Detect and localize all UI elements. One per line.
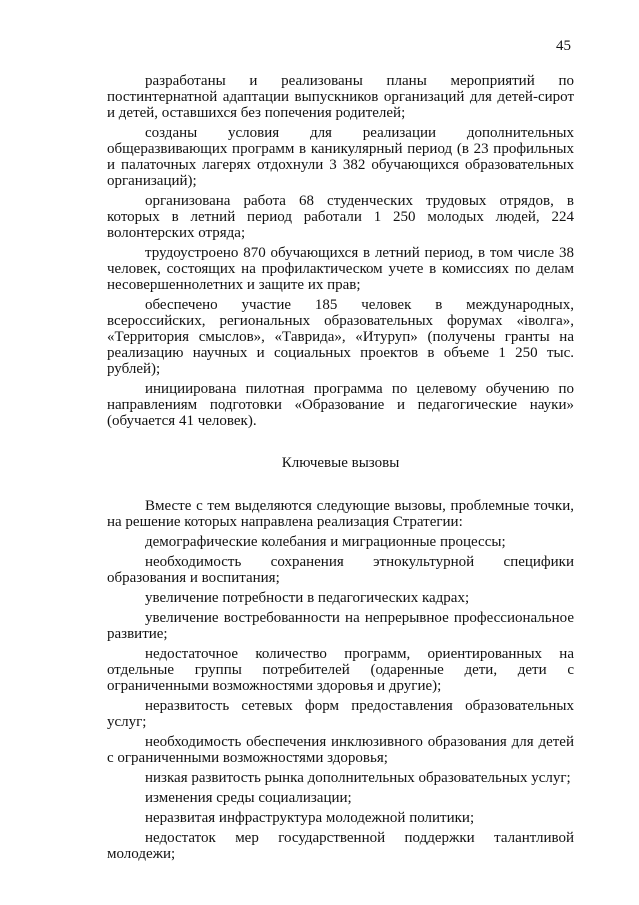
list-item: необходимость обеспечения инклюзивного образования для детей с ограниченными возможностями здоровья; xyxy=(107,734,574,766)
list-item: неразвитая инфраструктура молодежной политики; xyxy=(145,810,475,826)
list-item: увеличение востребованности на непрерывное профессиональное развитие; xyxy=(107,610,574,642)
paragraph: созданы условия для реализации дополнительных общеразвивающих программ в каникулярный период (в 23 профильных и палаточных лагерях отдохнули 3 382 обучающихся образовательных организаций); xyxy=(107,125,574,189)
paragraph: Вместе с тем выделяются следующие вызовы, проблемные точки, на решение которых направлена реализация Стратегии: xyxy=(107,498,574,530)
paragraph: организована работа 68 студенческих трудовых отрядов, в которых в летний период работали 1 250 молодых людей, 224 волонтерских отряда; xyxy=(107,193,574,241)
document-body xyxy=(107,73,574,866)
paragraph: инициирована пилотная программа по целевому обучению по направлениям подготовки «Образование и педагогические науки» (обучается 41 человек). xyxy=(107,381,574,429)
list-item: демографические колебания и миграционные процессы; xyxy=(145,534,506,550)
paragraph: обеспечено участие 185 человек в международных, всероссийских, региональных образовательных форумах «iволга», «Территория смыслов», «Таврида», «Итуруп» (получены гранты на реализацию научных и социальных проектов в объеме 1 250 тыс. рублей); xyxy=(107,297,574,377)
list-item: увеличение потребности в педагогических кадрах; xyxy=(145,590,470,606)
list-item: недостаток мер государственной поддержки талантливой молодежи; xyxy=(107,830,574,862)
paragraph: разработаны и реализованы планы мероприятий по постинтернатной адаптации выпускников организаций для детей-сирот и детей, оставшихся без попечения родителей; xyxy=(107,73,574,121)
section-heading: Ключевые вызовы xyxy=(281,455,400,471)
list-item: неразвитость сетевых форм предоставления образовательных услуг; xyxy=(107,698,574,730)
list-item: необходимость сохранения этнокультурной специфики образования и воспитания; xyxy=(107,554,574,586)
page-number: 45 xyxy=(556,38,571,54)
list-item: недостаточное количество программ, ориентированных на отдельные группы потребителей (одаренные дети, дети с ограниченными возможностями здоровья и другие); xyxy=(107,646,574,694)
list-item: изменения среды социализации; xyxy=(145,790,352,806)
list-item: низкая развитость рынка дополнительных образовательных услуг; xyxy=(145,770,571,786)
paragraph: трудоустроено 870 обучающихся в летний период, в том числе 38 человек, состоящих на профилактическом учете в комиссиях по делам несовершеннолетних и защите их прав; xyxy=(107,245,574,293)
